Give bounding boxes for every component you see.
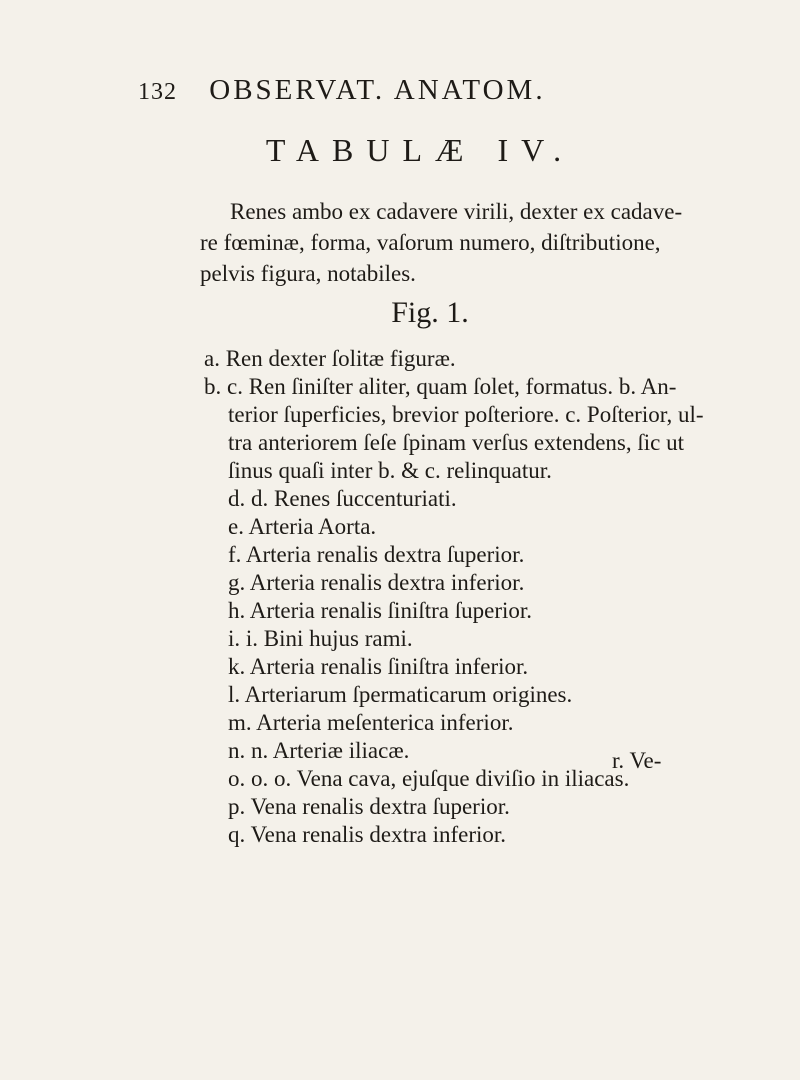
running-title: OBSERVAT. ANATOM.	[209, 74, 546, 106]
legend-line: i. i. Bini hujus rami.	[228, 626, 413, 651]
legend-line: a. Ren dexter ſolitæ figuræ.	[204, 346, 456, 371]
legend-line: q. Vena renalis dextra inferior.	[228, 822, 507, 847]
legend-line: f. Arteria renalis dextra ſuperior.	[228, 542, 525, 567]
legend-line: g. Arteria renalis dextra inferior.	[228, 570, 525, 595]
legend-line: d. d. Renes ſuccenturiati.	[228, 486, 457, 511]
legend-line: n. n. Arteriæ iliacæ.	[228, 738, 410, 763]
legend-line: terior ſuperficies, brevior poſteriore. c. Poſterior, ul-	[228, 402, 704, 427]
legend-line: tra anteriorem ſeſe ſpinam verſus extendens, ſic ut	[228, 430, 685, 455]
legend-line: ſinus quaſi inter b. & c. relinquatur.	[228, 458, 552, 483]
legend-line: m. Arteria meſenterica inferior.	[228, 710, 514, 735]
intro-paragraph	[200, 196, 683, 289]
figure-heading: Fig. 1.	[391, 296, 469, 329]
running-header	[138, 74, 698, 107]
page-number: 132	[138, 79, 177, 105]
legend-line: o. o. o. Vena cava, ejuſque diviſio in iliacas.	[228, 766, 630, 791]
legend-line: p. Vena renalis dextra ſuperior.	[228, 794, 510, 819]
catchword: r. Ve-	[612, 748, 662, 773]
intro-line: Renes ambo ex cadavere virili, dexter ex cadave-	[230, 199, 683, 224]
legend-line: h. Arteria renalis ſiniſtra ſuperior.	[228, 598, 533, 623]
legend-line: e. Arteria Aorta.	[228, 514, 377, 539]
intro-line: pelvis figura, notabiles.	[200, 261, 416, 286]
legend-line: k. Arteria renalis ſiniſtra inferior.	[228, 654, 529, 679]
legend-line: l. Arteriarum ſpermaticarum origines.	[228, 682, 573, 707]
intro-line: re fœminæ, forma, vaſorum numero, diſtributione,	[200, 230, 661, 255]
table-title: TABULÆ IV.	[265, 132, 575, 168]
legend-line: b. c. Ren ſiniſter aliter, quam ſolet, formatus. b. An-	[204, 374, 677, 399]
